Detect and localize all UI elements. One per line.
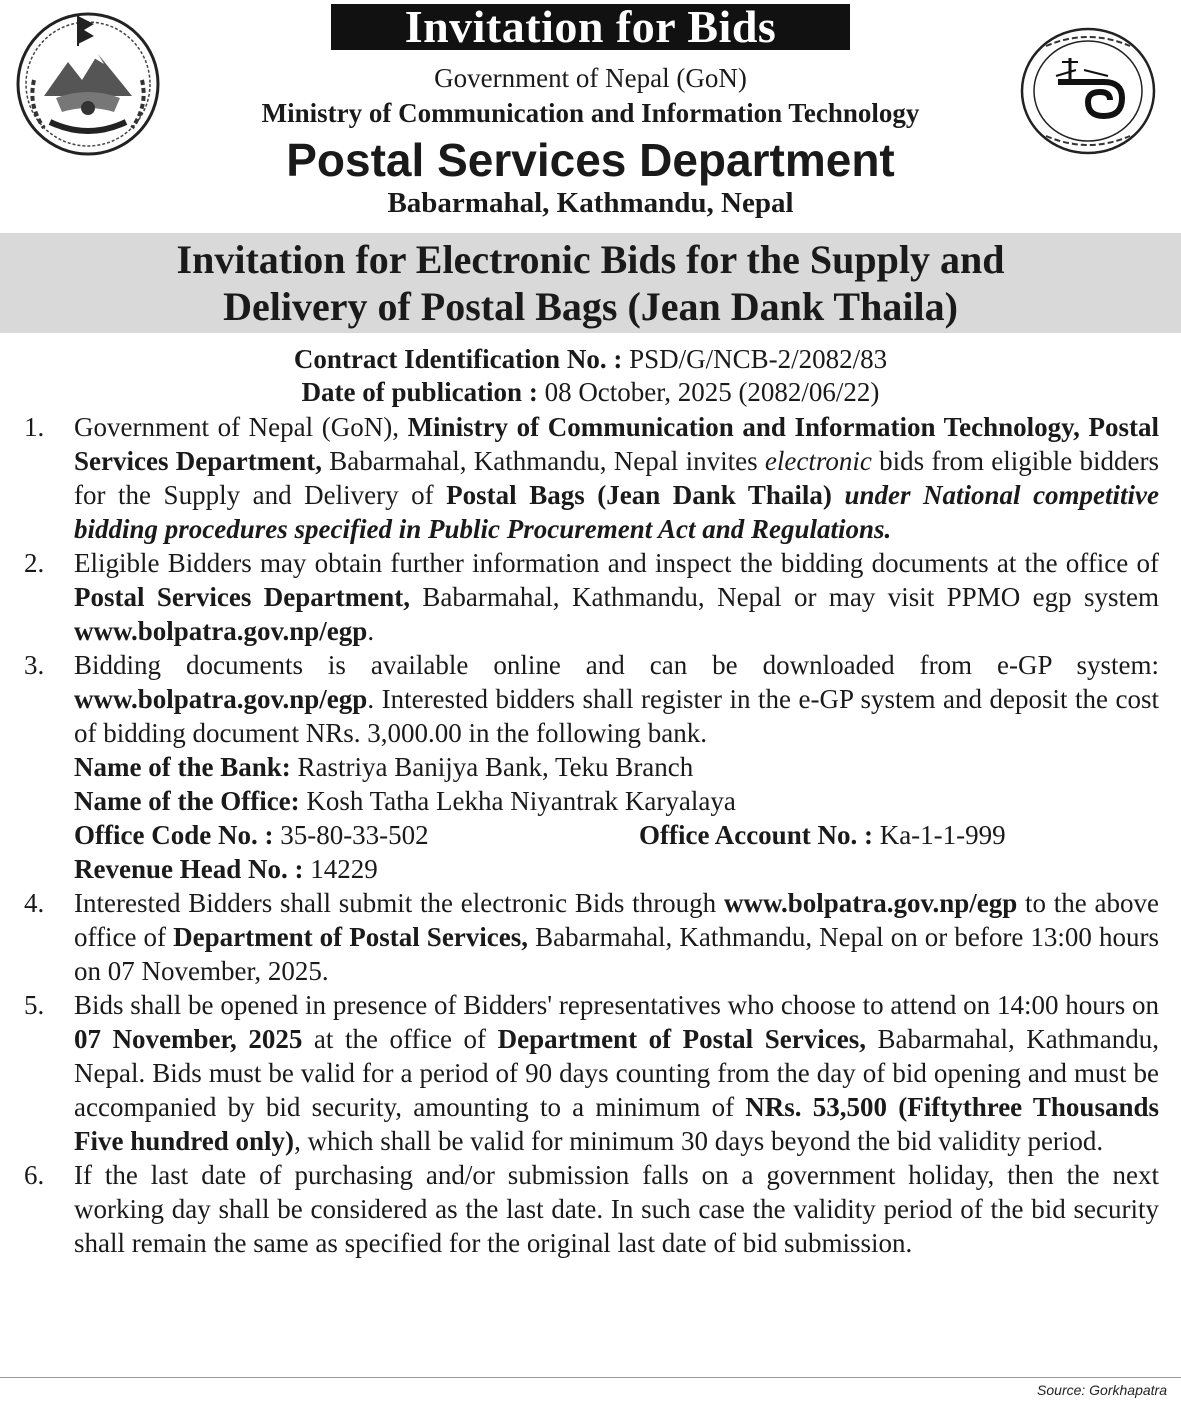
revenue-head-row [74,852,1159,886]
department-name: Postal Services Department [286,134,895,186]
office-code-row [74,818,1159,852]
item-text [74,546,1159,648]
contract-identification [0,343,1181,375]
contract-value: PSD/G/NCB-2/2082/83 [622,344,888,374]
office-code-label: Office Code No. : [74,820,274,850]
website-link[interactable]: www.bolpatra.gov.np/egp [74,616,368,646]
item-text [74,886,1159,988]
bank-name-value: Rastriya Banijya Bank, Teku Branch [290,752,694,782]
office-name-value: Kosh Tatha Lekha Niyantrak Karyalaya [299,786,736,816]
source-credit: Source: Gorkhapatra [1037,1382,1167,1398]
bank-name-row [74,750,1159,784]
revenue-head-value: 14229 [303,854,378,884]
office-name-row [74,784,1159,818]
government-name: Government of Nepal (GoN) [434,63,747,93]
bold-run: Department of Postal Services, [497,1024,866,1054]
list-item [0,648,1159,886]
publication-date-label: Date of publication : [301,377,538,407]
text-run: Interested Bidders shall submit the electronic Bids through [74,888,724,918]
bold-run: Department of Postal Services, [173,922,529,952]
item-text [74,648,1159,750]
publication-date-value: 08 October, 2025 (2082/06/22) [537,377,880,407]
office-account-value: Ka-1-1-999 [872,820,1006,850]
ministry-name: Ministry of Communication and Information Technology [261,98,920,128]
text-run: . [367,616,375,646]
bold-run: Postal Services Department, [74,582,410,612]
notice-subject-line-1: Invitation for Electronic Bids for the Supply and [176,237,1005,282]
text-run: Government of Nepal (GoN), [74,412,408,442]
item-text: If the last date of purchasing and/or submission falls on a government holiday, then the next working day shall be considered as the last date. In such case the validity period of the bid security shall remain the same as specified for the original last date of bid submission. [74,1160,1159,1258]
text-run: . Interested bidders shall register in the e-GP system and deposit the cost of bidding document NRs. 3,000.00 in the following bank. [74,684,1159,748]
text-run: at the office of [302,1024,498,1054]
list-item [0,1158,1159,1260]
list-item [0,886,1159,988]
item-number: 5. [24,990,45,1020]
item-number: 4. [24,888,45,918]
office-account-label: Office Account No. : [639,820,873,850]
bold-run: NRs. 53,500 (Fiftythree Thousands Five hundred only) [74,1092,1159,1156]
text-run: Babarmahal, Kathmandu, Nepal. Bids must be valid for a period of 90 days counting from the day of bid opening and must be accompanied by bid security, amounting to a minimum of [74,1024,1159,1122]
bottom-divider [0,1377,1181,1378]
item-number: 1. [24,412,45,442]
office-code-value: 35-80-33-502 [273,820,429,850]
item-text [74,410,1159,546]
contract-label: Contract Identification No. : [293,344,623,374]
department-address: Babarmahal, Kathmandu, Nepal [387,187,794,219]
list-item [0,546,1159,648]
website-link[interactable]: www.bolpatra.gov.np/egp [723,888,1018,918]
text-run [832,480,845,510]
bold-run: Postal Bags (Jean Dank Thaila) [446,480,832,510]
text-run: Babarmahal, Kathmandu, Nepal or may visit PPMO egp system [409,582,1159,612]
text-run: Babarmahal, Kathmandu, Nepal invites [321,446,765,476]
list-item [0,410,1159,546]
list-item [0,988,1159,1158]
text-run: Eligible Bidders may obtain further information and inspect the bidding documents at the office of [74,548,1159,578]
italic-run: electronic [764,446,872,476]
text-run: bids from eligible bidders for the Supply and Delivery of [74,446,1160,510]
notice-subject [40,236,1141,330]
website-link[interactable]: www.bolpatra.gov.np/egp [74,684,368,714]
bold-run: Ministry of Communication and Information Technology, Postal Services Department, [74,412,1159,476]
notice-subject-line-2: Delivery of Postal Bags (Jean Dank Thaila) [223,284,958,329]
bold-italic-run: under National competitive bidding procedures specified in Public Procurement Act and Regulations. [74,480,1160,544]
item-number: 3. [24,650,45,680]
notice-banner-title: Invitation for Bids [331,4,850,50]
revenue-head-label: Revenue Head No. : [74,854,304,884]
bid-conditions-list [0,410,1181,1260]
publication-date [0,376,1181,408]
text-run: Bidding documents is available online and can be downloaded from e-GP system: [74,650,1159,680]
office-code [74,820,429,850]
text-run: Babarmahal, Kathmandu, Nepal on or before 13:00 hours on 07 November, 2025. [74,922,1159,986]
item-text [74,988,1159,1158]
text-run: Bids shall be opened in presence of Bidders' representatives who choose to attend on 14:00 hours on [74,990,1159,1020]
office-name-label: Name of the Office: [74,786,300,816]
bold-run: 07 November, 2025 [74,1024,303,1054]
item-number: 6. [24,1160,45,1190]
text-run: to the above office of [74,888,1159,952]
office-account [639,818,1006,852]
item-number: 2. [24,548,45,578]
bank-name-label: Name of the Bank: [74,752,291,782]
text-run: , which shall be valid for minimum 30 days beyond the bid validity period. [294,1126,1104,1156]
